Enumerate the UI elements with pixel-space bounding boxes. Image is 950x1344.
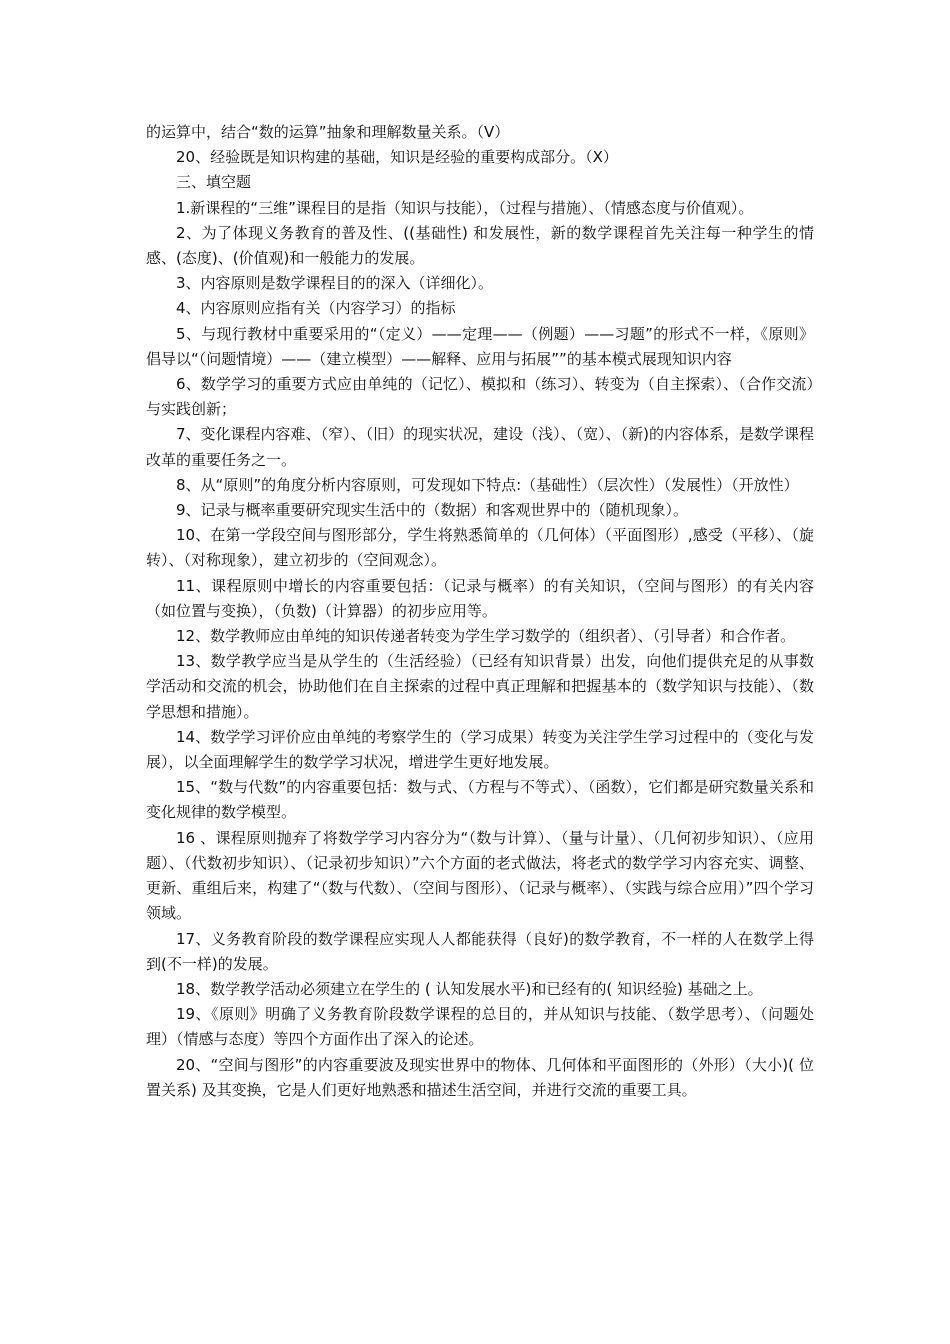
paragraph-item-10: 10、在第一学段空间与图形部分，学生将熟悉简单的（几何体）（平面图形）,感受（平移）、（旋转）、（对称现象），建立初步的（空间观念）。 bbox=[146, 526, 814, 570]
paragraph-item-3: 3、内容原则是数学课程目的的深入（详细化）。 bbox=[176, 274, 494, 293]
paragraph-item-20-judgement: 20、经验既是知识构建的基础，知识是经验的重要构成部分。（X） bbox=[176, 148, 618, 167]
paragraph-item-8: 8、从“原则”的角度分析内容原则，可发现如下特点:（基础性）（层次性）（发展性）（开放性） bbox=[176, 475, 799, 494]
paragraph-item-12: 12、数学教师应由单纯的知识传递者转变为学生学习数学的（组织者）、（引导者）和合作者。 bbox=[176, 627, 796, 646]
paragraph-item-14: 14、数学学习评价应由单纯的考察学生的（学习成果）转变为关注学生学习过程中的（变化与发展），以全面理解学生的数学学习状况，增进学生更好地发展。 bbox=[146, 727, 814, 772]
paragraph-item-5: 5、与现行教材中重要采用的“（定义）——定理——（例题）——习题”的形式不一样，《原则》倡导以“（问题情境）——（建立模型）——解释、应用与拓展””的基本模式展现知识内容 bbox=[146, 324, 814, 368]
paragraph-item-1: 1.新课程的“三维”课程目的是指（知识与技能），（过程与措施）、（情感态度与价值观）。 bbox=[176, 198, 754, 217]
paragraph-item-6: 6、数学学习的重要方式应由单纯的（记忆）、模拟和（练习）、转变为（自主探索）、（合作交流）与实践创新； bbox=[146, 375, 814, 419]
section-heading-fill-in-blanks: 三、填空题 bbox=[176, 173, 252, 192]
paragraph-item-4: 4、内容原则应指有关（内容学习）的指标 bbox=[176, 299, 456, 318]
paragraph-item-18: 18、数学教学活动必须建立在学生的 ( 认知发展水平)和已经有的( 知识经验) 基础之上。 bbox=[176, 979, 763, 998]
paragraph-item-20: 20、“空间与图形”的内容重要波及现实世界中的物体、几何体和平面图形的（外形）（大小)( 位置关系) 及其变换，它是人们更好地熟悉和描述生活空间，并进行交流的重要工具。 bbox=[146, 1055, 814, 1099]
paragraph-item-17: 17、义务教育阶段的数学课程应实现人人都能获得（良好)的数学教育，不一样的人在数学上得到(不一样)的发展。 bbox=[146, 929, 814, 973]
paragraph-item-7: 7、变化课程内容难、（窄）、（旧）的现实状况，建设（浅）、（宽）、（新)的内容体系，是数学课程改革的重要任务之一。 bbox=[146, 425, 814, 469]
paragraph-item-9: 9、记录与概率重要研究现实生活中的（数据）和客观世界中的（随机现象）。 bbox=[176, 501, 689, 520]
paragraph-continued: 的运算中，结合“数的运算”抽象和理解数量关系。（V） bbox=[146, 123, 510, 141]
paragraph-item-16: 16 、课程原则抛弃了将数学学习内容分为“（数与计算）、（量与计量）、（几何初步知识）、（应用题）、（代数初步知识）、（记录初步知识）”六个方面的老式做法，将老式的数学学习内容充实、调整、更新、重组后来，构建了“（数与代数）、（空间与图形）、（记录与概率）、（实践与综合应用）”四个学习领域。 bbox=[146, 828, 814, 923]
paragraph-item-13: 13、数学教学应当是从学生的（生活经验）（已经有知识背景）出发，向他们提供充足的从事数学活动和交流的机会，协助他们在自主探索的过程中真正理解和把握基本的（数学知识与技能）、（数学思想和措施）。 bbox=[146, 652, 814, 721]
paragraph-item-15: 15、“数与代数”的内容重要包括：数与式、（方程与不等式）、（函数），它们都是研究数量关系和变化规律的数学模型。 bbox=[146, 778, 814, 822]
paragraph-item-11: 11、课程原则中增长的内容重要包括：（记录与概率）的有关知识，（空间与图形）的有关内容（如位置与变换），（负数)（计算器）的初步应用等。 bbox=[146, 576, 814, 620]
document-body bbox=[146, 120, 814, 1103]
paragraph-item-2: 2、为了体现义务教育的普及性、((基础性) 和发展性，新的数学课程首先关注每一种学生的情感、(态度)、(价值观)和一般能力的发展。 bbox=[146, 223, 814, 268]
paragraph-item-19: 19、《原则》明确了义务教育阶段数学课程的总目的，并从知识与技能、（数学思考）、（问题处理）（情感与态度）等四个方面作出了深入的论述。 bbox=[146, 1005, 814, 1049]
